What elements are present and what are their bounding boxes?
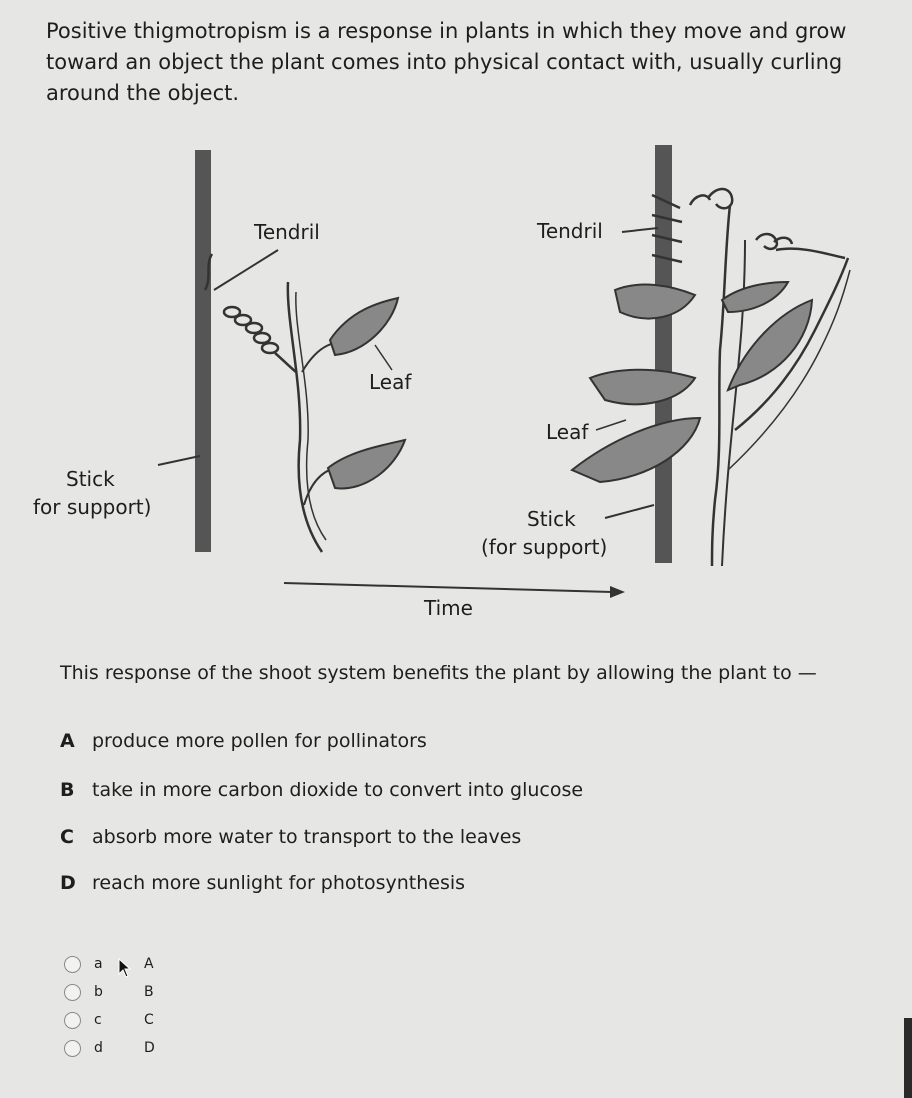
left-plant-stem xyxy=(288,282,322,552)
option-upper-label: A xyxy=(144,956,154,972)
right-stick xyxy=(655,145,672,563)
screen-edge xyxy=(904,1018,912,1098)
radio-button[interactable] xyxy=(64,1040,81,1057)
left-leaf-lower xyxy=(304,440,405,505)
left-stick-label-line1: Stick xyxy=(66,467,115,491)
right-tendril xyxy=(652,189,845,262)
left-tendril xyxy=(205,254,296,372)
left-tendril-label: Tendril xyxy=(254,220,320,244)
choice-letter: C xyxy=(60,826,74,848)
right-leaf-2 xyxy=(722,282,788,312)
radio-button[interactable] xyxy=(64,956,81,973)
right-leaf-1 xyxy=(615,285,695,319)
option-upper-label: D xyxy=(144,1040,155,1056)
choice-a xyxy=(60,728,427,754)
time-label: Time xyxy=(424,596,473,620)
option-lower-label: c xyxy=(94,1012,102,1028)
right-leaf-label: Leaf xyxy=(546,420,589,444)
right-tendril-label: Tendril xyxy=(537,219,603,243)
choice-b xyxy=(60,777,583,803)
intro-paragraph: Positive thigmotropism is a response in plants in which they move and grow toward an object the plant comes into physical contact with, usually curling around the object. xyxy=(46,19,847,105)
answer-option-d[interactable] xyxy=(64,1038,184,1058)
choice-text: absorb more water to transport to the leaves xyxy=(92,826,522,848)
choice-letter: D xyxy=(60,872,76,894)
right-plant-stem xyxy=(712,205,730,566)
choice-c xyxy=(60,824,521,850)
question-text: This response of the shoot system benefits the plant by allowing the plant to — xyxy=(60,662,817,684)
option-upper-label: B xyxy=(144,984,154,1000)
left-stick-label-line2: for support) xyxy=(33,495,152,519)
option-lower-label: b xyxy=(94,984,103,1000)
left-leaf-label: Leaf xyxy=(369,370,412,394)
radio-button[interactable] xyxy=(64,984,81,1001)
option-lower-label: a xyxy=(94,956,103,972)
choice-letter: A xyxy=(60,730,75,752)
answer-option-c[interactable] xyxy=(64,1010,184,1030)
left-stick xyxy=(195,150,211,552)
right-leaf-5 xyxy=(572,418,700,482)
right-leaf-4 xyxy=(590,370,695,404)
choice-text: take in more carbon dioxide to convert into glucose xyxy=(92,779,584,801)
option-upper-label: C xyxy=(144,1012,154,1028)
answer-option-b[interactable] xyxy=(64,982,184,1002)
right-stick-label-line1: Stick xyxy=(527,507,576,531)
mouse-cursor-icon xyxy=(118,958,132,978)
choice-text: produce more pollen for pollinators xyxy=(92,730,427,752)
choice-text: reach more sunlight for photosynthesis xyxy=(92,872,466,894)
choice-d xyxy=(60,870,465,896)
option-lower-label: d xyxy=(94,1040,103,1056)
right-stick-label-line2: (for support) xyxy=(481,535,608,559)
choice-letter: B xyxy=(60,779,75,801)
radio-button[interactable] xyxy=(64,1012,81,1029)
left-leaf-upper xyxy=(302,298,398,372)
